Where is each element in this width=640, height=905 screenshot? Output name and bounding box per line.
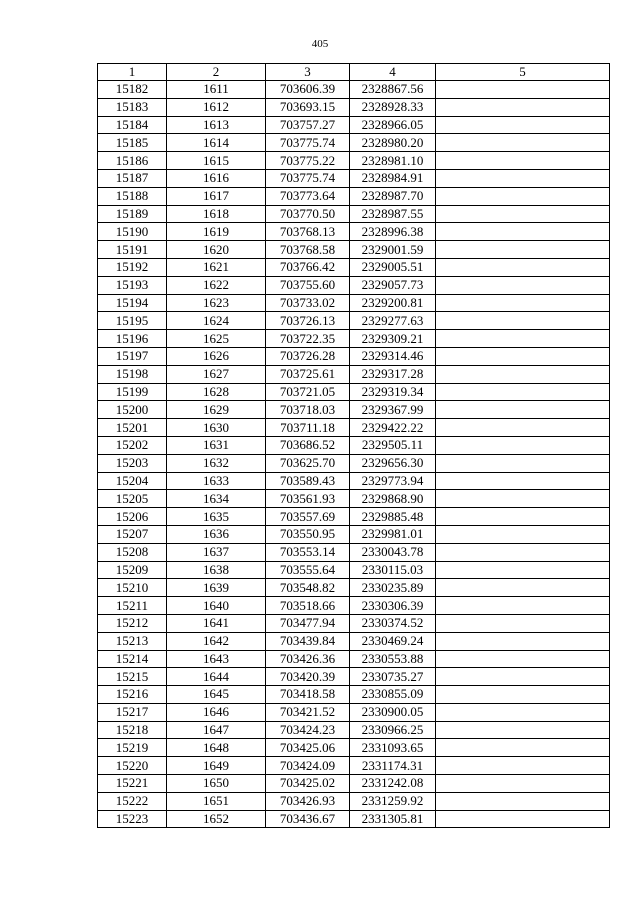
row-id-cell: 15197 (98, 347, 167, 365)
y-coordinate-cell: 2330374.52 (350, 614, 436, 632)
table-row (98, 757, 610, 775)
y-coordinate-cell: 2330966.25 (350, 721, 436, 739)
row-id-cell: 15220 (98, 757, 167, 775)
row-id-cell: 15209 (98, 561, 167, 579)
x-coordinate-cell: 703718.03 (266, 401, 350, 419)
point-number-cell: 1618 (167, 205, 266, 223)
point-number-cell: 1643 (167, 650, 266, 668)
point-number-cell: 1612 (167, 98, 266, 116)
note-cell (436, 703, 610, 721)
y-coordinate-cell: 2328980.20 (350, 134, 436, 152)
row-id-cell: 15195 (98, 312, 167, 330)
y-coordinate-cell: 2329319.34 (350, 383, 436, 401)
table-row (98, 330, 610, 348)
row-id-cell: 15215 (98, 668, 167, 686)
row-id-cell: 15222 (98, 792, 167, 810)
note-cell (436, 792, 610, 810)
row-id-cell: 15191 (98, 241, 167, 259)
row-id-cell: 15206 (98, 508, 167, 526)
note-cell (436, 169, 610, 187)
note-cell (436, 116, 610, 134)
y-coordinate-cell: 2328867.56 (350, 81, 436, 99)
table-row (98, 81, 610, 99)
note-cell (436, 205, 610, 223)
row-id-cell: 15207 (98, 525, 167, 543)
x-coordinate-cell: 703420.39 (266, 668, 350, 686)
y-coordinate-cell: 2328984.91 (350, 169, 436, 187)
point-number-cell: 1624 (167, 312, 266, 330)
note-cell (436, 330, 610, 348)
table-row (98, 543, 610, 561)
y-coordinate-cell: 2329200.81 (350, 294, 436, 312)
row-id-cell: 15184 (98, 116, 167, 134)
table-row (98, 401, 610, 419)
y-coordinate-cell: 2329656.30 (350, 454, 436, 472)
row-id-cell: 15219 (98, 739, 167, 757)
point-number-cell: 1633 (167, 472, 266, 490)
x-coordinate-cell: 703561.93 (266, 490, 350, 508)
y-coordinate-cell: 2329367.99 (350, 401, 436, 419)
row-id-cell: 15198 (98, 365, 167, 383)
note-cell (436, 187, 610, 205)
x-coordinate-cell: 703770.50 (266, 205, 350, 223)
note-cell (436, 152, 610, 170)
x-coordinate-cell: 703775.22 (266, 152, 350, 170)
y-coordinate-cell: 2328987.70 (350, 187, 436, 205)
x-coordinate-cell: 703424.23 (266, 721, 350, 739)
page-number: 405 (311, 38, 329, 50)
note-cell (436, 436, 610, 454)
x-coordinate-cell: 703589.43 (266, 472, 350, 490)
column-header-3: 3 (266, 64, 350, 81)
point-number-cell: 1639 (167, 579, 266, 597)
point-number-cell: 1640 (167, 597, 266, 615)
x-coordinate-cell: 703757.27 (266, 116, 350, 134)
y-coordinate-cell: 2329057.73 (350, 276, 436, 294)
note-cell (436, 579, 610, 597)
y-coordinate-cell: 2328966.05 (350, 116, 436, 134)
y-coordinate-cell: 2329001.59 (350, 241, 436, 259)
row-id-cell: 15211 (98, 597, 167, 615)
row-id-cell: 15187 (98, 169, 167, 187)
note-cell (436, 739, 610, 757)
point-number-cell: 1642 (167, 632, 266, 650)
x-coordinate-cell: 703553.14 (266, 543, 350, 561)
x-coordinate-cell: 703424.09 (266, 757, 350, 775)
note-cell (436, 365, 610, 383)
point-number-cell: 1651 (167, 792, 266, 810)
table-row (98, 365, 610, 383)
note-cell (436, 472, 610, 490)
x-coordinate-cell: 703755.60 (266, 276, 350, 294)
y-coordinate-cell: 2329317.28 (350, 365, 436, 383)
row-id-cell: 15192 (98, 258, 167, 276)
point-number-cell: 1614 (167, 134, 266, 152)
table-row (98, 472, 610, 490)
row-id-cell: 15188 (98, 187, 167, 205)
point-number-cell: 1644 (167, 668, 266, 686)
point-number-cell: 1637 (167, 543, 266, 561)
row-id-cell: 15189 (98, 205, 167, 223)
row-id-cell: 15196 (98, 330, 167, 348)
x-coordinate-cell: 703426.93 (266, 792, 350, 810)
table-row (98, 775, 610, 793)
y-coordinate-cell: 2330469.24 (350, 632, 436, 650)
point-number-cell: 1613 (167, 116, 266, 134)
x-coordinate-cell: 703726.28 (266, 347, 350, 365)
y-coordinate-cell: 2330553.88 (350, 650, 436, 668)
y-coordinate-cell: 2331305.81 (350, 810, 436, 828)
point-number-cell: 1630 (167, 419, 266, 437)
x-coordinate-cell: 703768.58 (266, 241, 350, 259)
note-cell (436, 543, 610, 561)
row-id-cell: 15186 (98, 152, 167, 170)
table-row (98, 312, 610, 330)
y-coordinate-cell: 2328981.10 (350, 152, 436, 170)
y-coordinate-cell: 2329773.94 (350, 472, 436, 490)
x-coordinate-cell: 703555.64 (266, 561, 350, 579)
y-coordinate-cell: 2331174.31 (350, 757, 436, 775)
row-id-cell: 15223 (98, 810, 167, 828)
note-cell (436, 258, 610, 276)
point-number-cell: 1619 (167, 223, 266, 241)
table-row (98, 116, 610, 134)
y-coordinate-cell: 2329868.90 (350, 490, 436, 508)
row-id-cell: 15183 (98, 98, 167, 116)
point-number-cell: 1623 (167, 294, 266, 312)
row-id-cell: 15193 (98, 276, 167, 294)
x-coordinate-cell: 703733.02 (266, 294, 350, 312)
row-id-cell: 15213 (98, 632, 167, 650)
table-row (98, 347, 610, 365)
x-coordinate-cell: 703625.70 (266, 454, 350, 472)
x-coordinate-cell: 703606.39 (266, 81, 350, 99)
point-number-cell: 1628 (167, 383, 266, 401)
column-header-1: 1 (98, 64, 167, 81)
table-row (98, 721, 610, 739)
table-row (98, 579, 610, 597)
row-id-cell: 15212 (98, 614, 167, 632)
row-id-cell: 15194 (98, 294, 167, 312)
note-cell (436, 757, 610, 775)
y-coordinate-cell: 2329981.01 (350, 525, 436, 543)
row-id-cell: 15216 (98, 686, 167, 704)
y-coordinate-cell: 2329277.63 (350, 312, 436, 330)
note-cell (436, 454, 610, 472)
point-number-cell: 1622 (167, 276, 266, 294)
x-coordinate-cell: 703548.82 (266, 579, 350, 597)
row-id-cell: 15214 (98, 650, 167, 668)
y-coordinate-cell: 2331093.65 (350, 739, 436, 757)
point-number-cell: 1648 (167, 739, 266, 757)
point-number-cell: 1650 (167, 775, 266, 793)
note-cell (436, 561, 610, 579)
point-number-cell: 1638 (167, 561, 266, 579)
y-coordinate-cell: 2330115.03 (350, 561, 436, 579)
y-coordinate-cell: 2329005.51 (350, 258, 436, 276)
row-id-cell: 15221 (98, 775, 167, 793)
note-cell (436, 241, 610, 259)
point-number-cell: 1634 (167, 490, 266, 508)
x-coordinate-cell: 703686.52 (266, 436, 350, 454)
note-cell (436, 721, 610, 739)
table-row (98, 383, 610, 401)
row-id-cell: 15182 (98, 81, 167, 99)
note-cell (436, 597, 610, 615)
row-id-cell: 15204 (98, 472, 167, 490)
column-header-5: 5 (436, 64, 610, 81)
table-row (98, 490, 610, 508)
table-row (98, 241, 610, 259)
x-coordinate-cell: 703425.06 (266, 739, 350, 757)
point-number-cell: 1652 (167, 810, 266, 828)
header-row (98, 64, 610, 81)
row-id-cell: 15200 (98, 401, 167, 419)
row-id-cell: 15208 (98, 543, 167, 561)
column-header-2: 2 (167, 64, 266, 81)
point-number-cell: 1629 (167, 401, 266, 419)
x-coordinate-cell: 703766.42 (266, 258, 350, 276)
table-row (98, 597, 610, 615)
row-id-cell: 15185 (98, 134, 167, 152)
table-row (98, 258, 610, 276)
note-cell (436, 525, 610, 543)
note-cell (436, 401, 610, 419)
point-number-cell: 1625 (167, 330, 266, 348)
table-row (98, 454, 610, 472)
note-cell (436, 810, 610, 828)
x-coordinate-cell: 703439.84 (266, 632, 350, 650)
point-number-cell: 1631 (167, 436, 266, 454)
table-row (98, 294, 610, 312)
y-coordinate-cell: 2328987.55 (350, 205, 436, 223)
x-coordinate-cell: 703693.15 (266, 98, 350, 116)
note-cell (436, 347, 610, 365)
point-number-cell: 1646 (167, 703, 266, 721)
note-cell (436, 614, 610, 632)
x-coordinate-cell: 703775.74 (266, 134, 350, 152)
x-coordinate-cell: 703725.61 (266, 365, 350, 383)
point-number-cell: 1627 (167, 365, 266, 383)
table-row (98, 632, 610, 650)
table-row (98, 205, 610, 223)
table-row (98, 152, 610, 170)
y-coordinate-cell: 2330855.09 (350, 686, 436, 704)
x-coordinate-cell: 703425.02 (266, 775, 350, 793)
table-row (98, 276, 610, 294)
y-coordinate-cell: 2329314.46 (350, 347, 436, 365)
note-cell (436, 508, 610, 526)
table-row (98, 650, 610, 668)
point-number-cell: 1615 (167, 152, 266, 170)
row-id-cell: 15217 (98, 703, 167, 721)
y-coordinate-cell: 2330735.27 (350, 668, 436, 686)
y-coordinate-cell: 2330900.05 (350, 703, 436, 721)
note-cell (436, 686, 610, 704)
y-coordinate-cell: 2329885.48 (350, 508, 436, 526)
point-number-cell: 1636 (167, 525, 266, 543)
point-number-cell: 1620 (167, 241, 266, 259)
point-number-cell: 1635 (167, 508, 266, 526)
coordinates-table (97, 63, 610, 828)
table-row (98, 703, 610, 721)
table-row (98, 187, 610, 205)
x-coordinate-cell: 703768.13 (266, 223, 350, 241)
x-coordinate-cell: 703421.52 (266, 703, 350, 721)
y-coordinate-cell: 2328996.38 (350, 223, 436, 241)
table-row (98, 169, 610, 187)
point-number-cell: 1647 (167, 721, 266, 739)
column-header-4: 4 (350, 64, 436, 81)
y-coordinate-cell: 2329505.11 (350, 436, 436, 454)
table-row (98, 98, 610, 116)
table-header (98, 64, 610, 81)
row-id-cell: 15202 (98, 436, 167, 454)
table-row (98, 810, 610, 828)
y-coordinate-cell: 2331242.08 (350, 775, 436, 793)
note-cell (436, 98, 610, 116)
table-row (98, 686, 610, 704)
y-coordinate-cell: 2331259.92 (350, 792, 436, 810)
note-cell (436, 223, 610, 241)
note-cell (436, 490, 610, 508)
row-id-cell: 15190 (98, 223, 167, 241)
row-id-cell: 15205 (98, 490, 167, 508)
note-cell (436, 294, 610, 312)
note-cell (436, 81, 610, 99)
point-number-cell: 1621 (167, 258, 266, 276)
table-row (98, 508, 610, 526)
y-coordinate-cell: 2330043.78 (350, 543, 436, 561)
point-number-cell: 1617 (167, 187, 266, 205)
x-coordinate-cell: 703477.94 (266, 614, 350, 632)
row-id-cell: 15203 (98, 454, 167, 472)
table-row (98, 436, 610, 454)
y-coordinate-cell: 2329309.21 (350, 330, 436, 348)
point-number-cell: 1641 (167, 614, 266, 632)
x-coordinate-cell: 703775.74 (266, 169, 350, 187)
x-coordinate-cell: 703426.36 (266, 650, 350, 668)
table-row (98, 525, 610, 543)
x-coordinate-cell: 703550.95 (266, 525, 350, 543)
note-cell (436, 632, 610, 650)
row-id-cell: 15218 (98, 721, 167, 739)
x-coordinate-cell: 703711.18 (266, 419, 350, 437)
note-cell (436, 134, 610, 152)
table-row (98, 419, 610, 437)
point-number-cell: 1611 (167, 81, 266, 99)
y-coordinate-cell: 2330235.89 (350, 579, 436, 597)
table-row (98, 614, 610, 632)
x-coordinate-cell: 703418.58 (266, 686, 350, 704)
x-coordinate-cell: 703557.69 (266, 508, 350, 526)
table-row (98, 561, 610, 579)
row-id-cell: 15201 (98, 419, 167, 437)
x-coordinate-cell: 703726.13 (266, 312, 350, 330)
note-cell (436, 276, 610, 294)
note-cell (436, 775, 610, 793)
row-id-cell: 15210 (98, 579, 167, 597)
row-id-cell: 15199 (98, 383, 167, 401)
point-number-cell: 1645 (167, 686, 266, 704)
table-row (98, 739, 610, 757)
point-number-cell: 1649 (167, 757, 266, 775)
point-number-cell: 1632 (167, 454, 266, 472)
table-row (98, 134, 610, 152)
note-cell (436, 383, 610, 401)
y-coordinate-cell: 2330306.39 (350, 597, 436, 615)
x-coordinate-cell: 703773.64 (266, 187, 350, 205)
table-row (98, 223, 610, 241)
x-coordinate-cell: 703518.66 (266, 597, 350, 615)
table-row (98, 668, 610, 686)
note-cell (436, 312, 610, 330)
table-body (98, 81, 610, 828)
x-coordinate-cell: 703722.35 (266, 330, 350, 348)
y-coordinate-cell: 2329422.22 (350, 419, 436, 437)
note-cell (436, 650, 610, 668)
point-number-cell: 1626 (167, 347, 266, 365)
note-cell (436, 668, 610, 686)
table-row (98, 792, 610, 810)
note-cell (436, 419, 610, 437)
x-coordinate-cell: 703721.05 (266, 383, 350, 401)
point-number-cell: 1616 (167, 169, 266, 187)
x-coordinate-cell: 703436.67 (266, 810, 350, 828)
y-coordinate-cell: 2328928.33 (350, 98, 436, 116)
